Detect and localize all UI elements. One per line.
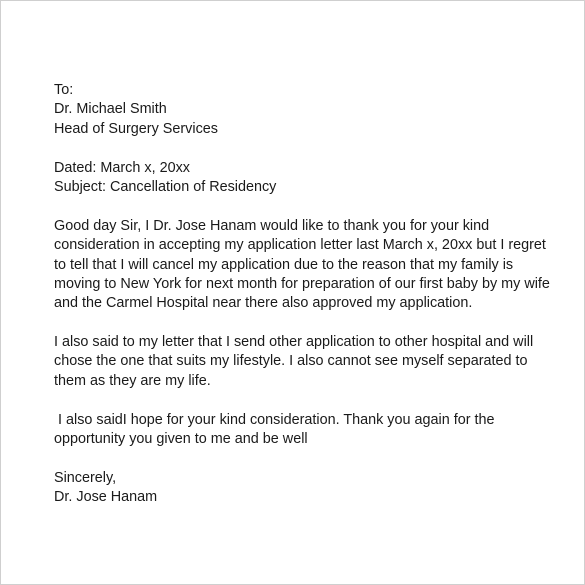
date-line: Dated: March x, 20xx: [54, 159, 190, 176]
spacer: [54, 197, 554, 216]
paragraph-2-line: I also said to my letter that I send other application to other hospital and will: [54, 334, 534, 351]
subject-line: Subject: Cancellation of Residency: [54, 178, 277, 195]
paragraph-1-line: consideration in accepting my application letter last March x, 20xx but I regret: [54, 237, 546, 254]
paragraph-3-line: opportunity you given to me and be well: [54, 431, 308, 448]
closing-salutation: Sincerely,: [54, 469, 117, 486]
paragraph-1-line: moving to New York for next month for preparation of our first baby by my wife: [54, 275, 550, 292]
paragraph-2-line: them as they are my life.: [54, 372, 211, 389]
recipient-name: Dr. Michael Smith: [54, 101, 167, 118]
spacer: [54, 314, 554, 333]
to-label: To:: [54, 82, 74, 98]
spacer: [54, 449, 554, 468]
letter-body: [54, 81, 554, 508]
signature-name: Dr. Jose Hanam: [54, 489, 158, 506]
spacer: [54, 139, 554, 158]
paragraph-2-line: chose the one that suits my lifestyle. I also cannot see myself separated to: [54, 353, 528, 370]
paragraph-1-line: Good day Sir, I Dr. Jose Hanam would like to thank you for your kind: [54, 217, 490, 234]
paragraph-3-line: I also saidI hope for your kind consideration. Thank you again for the: [54, 411, 495, 428]
paragraph-1-line: to tell that I will cancel my application due to the reason that my family is: [54, 256, 514, 273]
recipient-title: Head of Surgery Services: [54, 120, 218, 137]
paragraph-1-line: and the Carmel Hospital near there also approved my application.: [54, 295, 473, 312]
spacer: [54, 391, 554, 410]
